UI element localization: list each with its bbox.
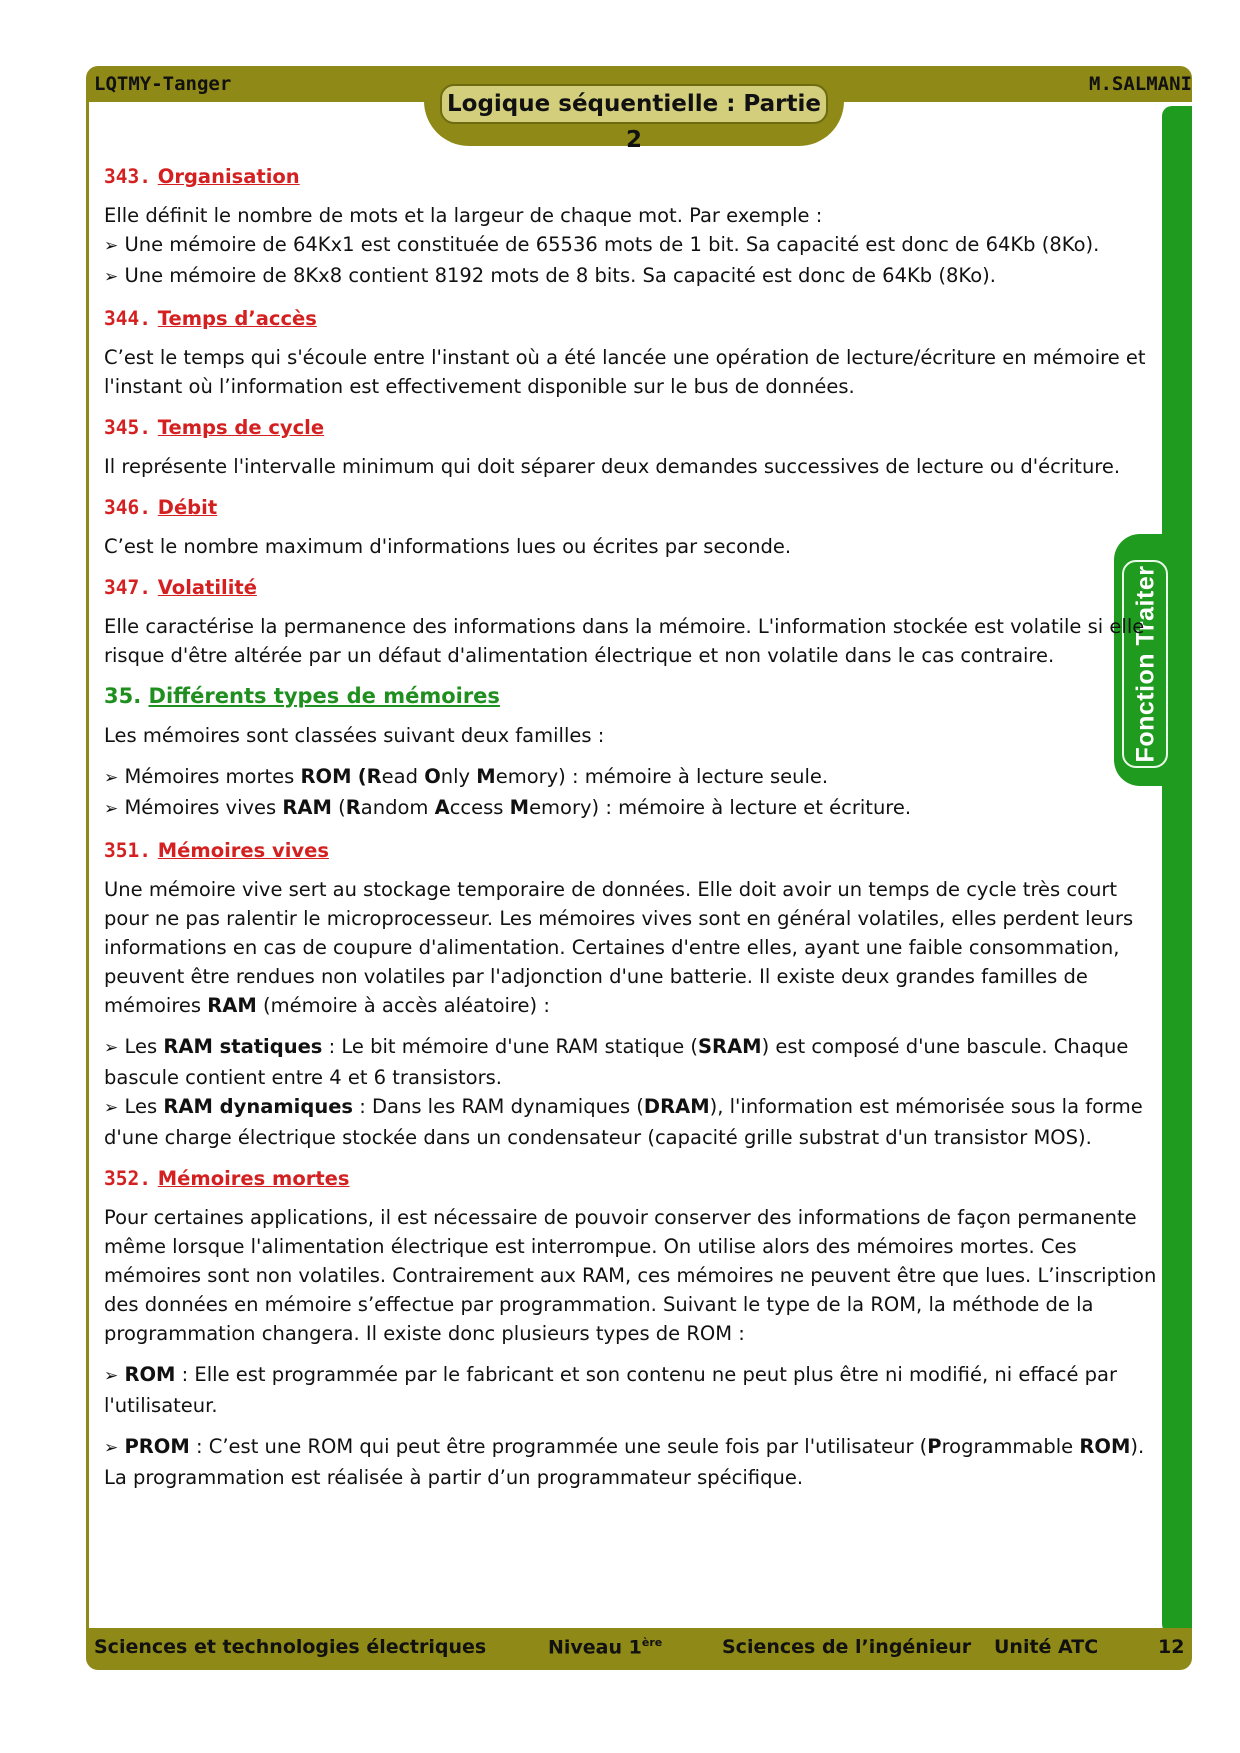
- level-superscript: ère: [641, 1636, 663, 1649]
- section-35-heading: [104, 682, 1164, 711]
- left-border: [86, 100, 89, 1638]
- initial: ROM: [1079, 1435, 1131, 1458]
- text: rogrammable: [941, 1435, 1074, 1458]
- text: nly: [440, 765, 471, 788]
- school-name: LQTMY-Tanger: [94, 73, 232, 95]
- footer-level: [548, 1636, 662, 1658]
- list-item: [104, 230, 1164, 261]
- section-number: 35.: [104, 684, 142, 708]
- initial: R: [366, 765, 382, 788]
- text: ead: [381, 765, 418, 788]
- initial: M: [476, 765, 496, 788]
- footer-subject: Sciences et technologies électriques: [94, 1636, 487, 1658]
- list-item-text: Une mémoire de 8Kx8 contient 8192 mots de 8 bits. Sa capacité est donc de 64Kb (8Ko).: [124, 264, 996, 287]
- arrow-bullet-icon: ➢: [104, 1038, 119, 1058]
- section-343-heading: [104, 162, 1164, 191]
- list-item-rom: [104, 762, 1164, 793]
- text: (: [357, 765, 367, 788]
- section-345-heading: [104, 413, 1164, 442]
- text: : Dans les RAM dynamiques (: [359, 1095, 644, 1118]
- paragraph: Les mémoires sont classées suivant deux familles :: [104, 724, 605, 747]
- term: ROM: [124, 1363, 176, 1386]
- author-name: M.SALMANI: [1089, 73, 1192, 95]
- text: ), l'information est mémorisée sous la forme d'une charge électrique stockée dans un condensateur (capacité grille substrat d'un transistor MOS).: [104, 1095, 1143, 1149]
- paragraph: [104, 875, 1164, 1020]
- section-title: Débit: [157, 496, 218, 519]
- section-344-heading: [104, 304, 1164, 333]
- abbr: ROM: [300, 765, 352, 788]
- text: ccess: [449, 796, 504, 819]
- text: (mémoire à accès aléatoire) :: [263, 994, 550, 1017]
- section-title: Volatilité: [157, 576, 257, 599]
- text: : Elle est programmée par le fabricant et son contenu ne peut plus être ni modifié, ni effacé par l'utilisateur.: [104, 1363, 1117, 1417]
- footer-unit: Unité ATC: [994, 1636, 1099, 1658]
- text: Les: [124, 1035, 158, 1058]
- list-item-text: Une mémoire de 64Kx1 est constituée de 65536 mots de 1 bit. Sa capacité est donc de 64Kb (8Ko).: [124, 233, 1100, 256]
- section-343-body: [104, 201, 1164, 292]
- text: Mémoires vives: [124, 796, 277, 819]
- side-tab-label: Fonction Traiter: [1131, 565, 1160, 763]
- arrow-bullet-icon: ➢: [104, 267, 119, 287]
- paragraph: Pour certaines applications, il est nécessaire de pouvoir conserver des informations de façon permanente même lorsque l'alimentation électrique est interrompue. On utilise alors des mémoires mortes. Ces mémoires sont non volatiles. Contrairement aux RAM, ces mémoires ne peuvent être que lues. L’inscription des données en mémoire s’effectue par programmation. Suivant le type de la ROM, la méthode de la programmation changera. Il existe donc plusieurs types de ROM :: [104, 1206, 1157, 1345]
- section-352-heading: [104, 1164, 1164, 1193]
- section-title: Organisation: [157, 165, 300, 188]
- abbr: RAM: [207, 994, 257, 1017]
- arrow-bullet-icon: ➢: [104, 1098, 119, 1118]
- abbr: SRAM: [698, 1035, 762, 1058]
- text: ). La programmation est réalisée à partir d’un programmateur spécifique.: [104, 1435, 1145, 1489]
- page-content: [104, 162, 1164, 1504]
- section-number: 346.: [104, 496, 151, 519]
- text: : Le bit mémoire d'une RAM statique (: [328, 1035, 699, 1058]
- text: (: [338, 796, 346, 819]
- term: RAM dynamiques: [163, 1095, 354, 1118]
- abbr: RAM: [282, 796, 332, 819]
- paragraph: Elle définit le nombre de mots et la largeur de chaque mot. Par exemple :: [104, 204, 823, 227]
- arrow-bullet-icon: ➢: [104, 1366, 119, 1386]
- section-number: 343.: [104, 165, 151, 188]
- text: emory) : mémoire à lecture et écriture.: [529, 796, 912, 819]
- text: Une mémoire vive sert au stockage temporaire de données. Elle doit avoir un temps de cycle très court pour ne pas ralentir le microprocesseur. Les mémoires vives sont en général volatiles, elles perdent leurs informations en cas de coupure d'alimentation. Certaines d'entre elles, ayant une faible consommation, peuvent être rendues non volatiles par l'adjonction d'une batterie. Il existe deux grandes familles de mémoires: [104, 878, 1134, 1017]
- page-title: Logique séquentielle : Partie 2: [440, 84, 828, 124]
- footer-field: Sciences de l’ingénieur: [722, 1636, 972, 1658]
- text: andom: [360, 796, 429, 819]
- section-number: 344.: [104, 307, 151, 330]
- section-number: 351.: [104, 839, 151, 862]
- section-number: 352.: [104, 1167, 151, 1190]
- section-title: Différents types de mémoires: [148, 684, 500, 708]
- term: RAM statiques: [163, 1035, 323, 1058]
- list-item-sram: [104, 1032, 1164, 1092]
- arrow-bullet-icon: ➢: [104, 1438, 119, 1458]
- list-item-prom: [104, 1432, 1164, 1492]
- list-item-ram: [104, 793, 1164, 824]
- paragraph: Il représente l'intervalle minimum qui doit séparer deux demandes successives de lecture ou d'écriture.: [104, 455, 1121, 478]
- text: Les: [124, 1095, 158, 1118]
- term: PROM: [124, 1435, 190, 1458]
- text: ) est composé d'une bascule. Chaque bascule contient entre 4 et 6 transistors.: [104, 1035, 1129, 1089]
- text: : C’est une ROM qui peut être programmée une seule fois par l'utilisateur (: [195, 1435, 928, 1458]
- section-number: 345.: [104, 416, 151, 439]
- ram-types-list: [104, 1032, 1164, 1152]
- section-351-heading: [104, 836, 1164, 865]
- initial: P: [927, 1435, 942, 1458]
- initial: O: [424, 765, 441, 788]
- section-346-heading: [104, 493, 1164, 522]
- section-number: 347.: [104, 576, 151, 599]
- memory-families-list: [104, 762, 1164, 824]
- side-green-bar: [1162, 106, 1192, 1634]
- initial: R: [345, 796, 361, 819]
- section-title: Mémoires vives: [157, 839, 329, 862]
- arrow-bullet-icon: ➢: [104, 236, 119, 256]
- text: emory) : mémoire à lecture seule.: [495, 765, 829, 788]
- abbr: DRAM: [643, 1095, 710, 1118]
- paragraph: Elle caractérise la permanence des informations dans la mémoire. L'information stockée est volatile si elle risque d'être altérée par un défaut d'alimentation électrique et non volatile dans le cas contraire.: [104, 615, 1145, 667]
- initial: M: [509, 796, 530, 819]
- list-item-dram: [104, 1092, 1164, 1152]
- arrow-bullet-icon: ➢: [104, 799, 119, 819]
- level-text: Niveau 1: [548, 1636, 642, 1659]
- page-number: 12: [1158, 1636, 1185, 1658]
- section-347-heading: [104, 573, 1164, 602]
- paragraph: C’est le temps qui s'écoule entre l'instant où a été lancée une opération de lecture/écriture en mémoire et l'instant où l’information est effectivement disponible sur le bus de données.: [104, 346, 1146, 398]
- arrow-bullet-icon: ➢: [104, 768, 119, 788]
- section-title: Mémoires mortes: [157, 1167, 350, 1190]
- section-title: Temps d’accès: [157, 307, 317, 330]
- section-title: Temps de cycle: [157, 416, 325, 439]
- initial: A: [434, 796, 450, 819]
- list-item: [104, 261, 1164, 292]
- list-item-rom: [104, 1360, 1164, 1420]
- paragraph: C’est le nombre maximum d'informations lues ou écrites par seconde.: [104, 535, 792, 558]
- text: Mémoires mortes: [124, 765, 295, 788]
